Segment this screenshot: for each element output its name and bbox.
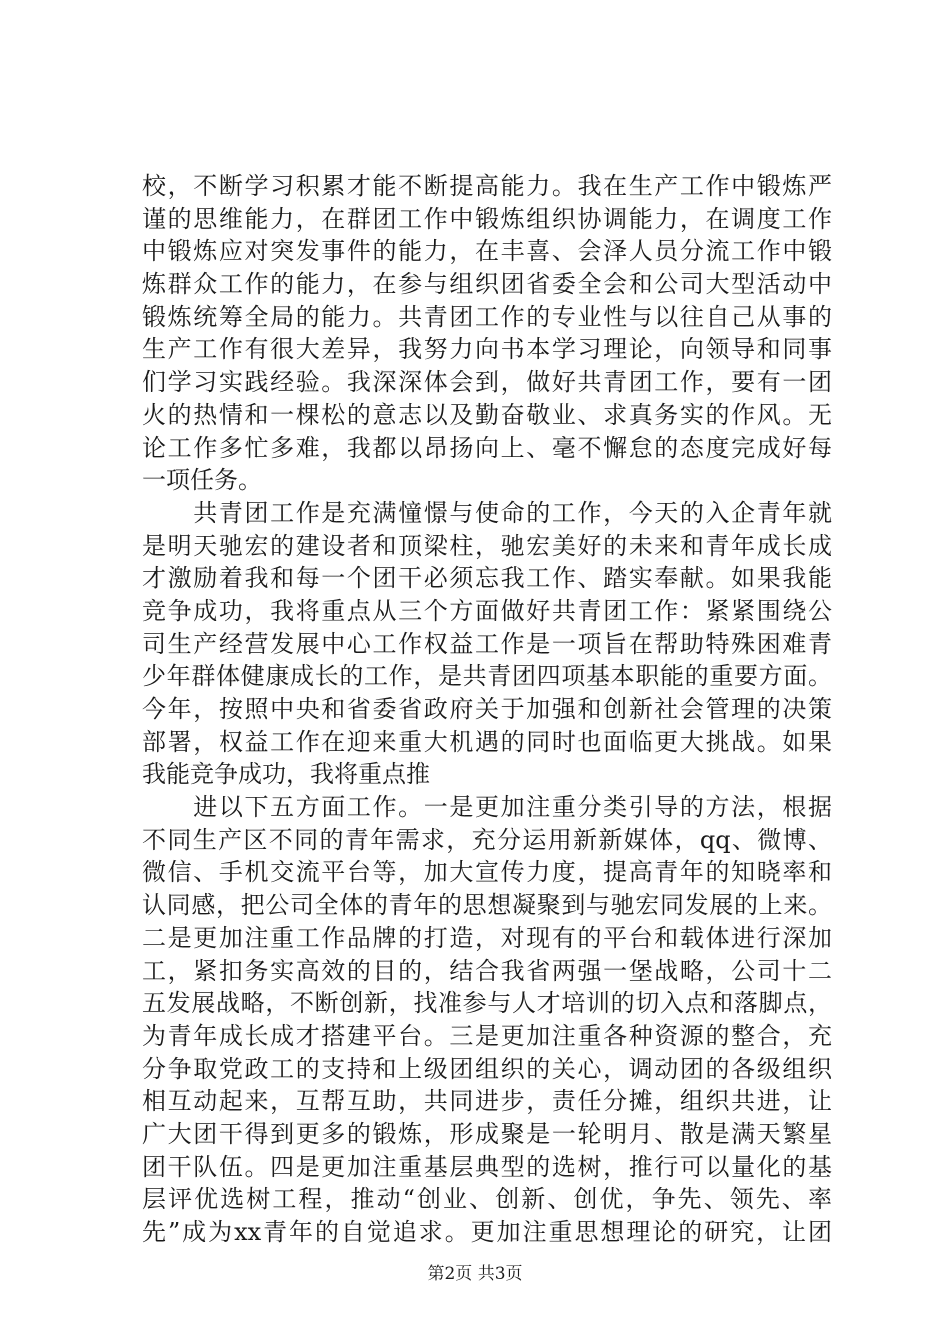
text-line: 我能竞争成功，我将重点推 [142,760,430,789]
text-line: 竞争成功，我将重点从三个方面做好共青团工作：紧紧围绕公 [142,596,832,625]
text-line: 论工作多忙多难，我都以昂扬向上、毫不懈怠的态度完成好每 [142,433,832,462]
text-line: 广大团干得到更多的锻炼，形成聚是一轮明月、散是满天繁星 [142,1119,832,1148]
text-line: 二是更加注重工作品牌的打造，对现有的平台和载体进行深加 [142,923,832,952]
text-line: 分争取党政工的支持和上级团组织的关心，调动团的各级组织 [142,1054,832,1083]
text-line: 中锻炼应对突发事件的能力，在丰喜、会泽人员分流工作中锻 [142,237,832,266]
text-line: 谨的思维能力，在群团工作中锻炼组织协调能力，在调度工作 [142,204,832,233]
text-line: 锻炼统筹全局的能力。共青团工作的专业性与以往自己从事的 [142,302,832,331]
text-line: 认同感，把公司全体的青年的思想凝聚到与驰宏同发展的上来。 [142,891,832,920]
text-line: 为青年成长成才搭建平台。三是更加注重各种资源的整合，充 [142,1021,832,1050]
text-line: 炼群众工作的能力，在参与组织团省委全会和公司大型活动中 [142,270,832,299]
text-line: 司生产经营发展中心工作权益工作是一项旨在帮助特殊困难青 [142,629,832,658]
text-line: 们学习实践经验。我深深体会到，做好共青团工作，要有一团 [142,368,832,397]
text-line: 不同生产区不同的青年需求，充分运用新新媒体，qq、微博、 [142,825,832,854]
text-line: 今年，按照中央和省委省政府关于加强和创新社会管理的决策 [142,695,832,723]
text-line: 团干队伍。四是更加注重基层典型的选树，推行可以量化的基 [142,1152,832,1181]
text-line: 是明天驰宏的建设者和顶梁柱，驰宏美好的未来和青年成长成 [142,531,832,560]
text-line: 微信、手机交流平台等，加大宣传力度，提高青年的知晓率和 [142,858,832,887]
body-text [142,170,832,1249]
text-line: 共青团工作是充满憧憬与使命的工作，今天的入企青年就 [142,498,832,527]
text-line: 先”成为xx青年的自觉追求。更加注重思想理论的研究，让团 [142,1218,832,1246]
text-line: 火的热情和一棵松的意志以及勤奋敬业、求真务实的作风。无 [142,400,832,429]
text-line: 才激励着我和每一个团干必须忘我工作、踏实奉献。如果我能 [142,564,832,593]
text-line: 工，紧扣务实高效的目的，结合我省两强一堡战略，公司十二 [142,956,832,985]
text-line: 一项任务。 [142,466,262,495]
text-line: 生产工作有很大差异，我努力向书本学习理论，向领导和同事 [142,335,832,364]
text-line: 层评优选树工程，推动“创业、创新、创优，争先、领先、率 [142,1185,832,1214]
text-line: 部署，权益工作在迎来重大机遇的同时也面临更大挑战。如果 [142,727,832,756]
text-line: 少年群体健康成长的工作，是共青团四项基本职能的重要方面。 [142,662,832,691]
page-footer: 第2页 共3页 [427,1264,523,1284]
text-line: 五发展战略，不断创新，找准参与人才培训的切入点和落脚点， [142,989,832,1018]
text-line: 校，不断学习积累才能不断提高能力。我在生产工作中锻炼严 [142,172,832,200]
text-line: 进以下五方面工作。一是更加注重分类引导的方法，根据 [142,793,832,822]
text-line: 相互动起来，互帮互助，共同进步，责任分摊，组织共进，让 [142,1087,832,1116]
